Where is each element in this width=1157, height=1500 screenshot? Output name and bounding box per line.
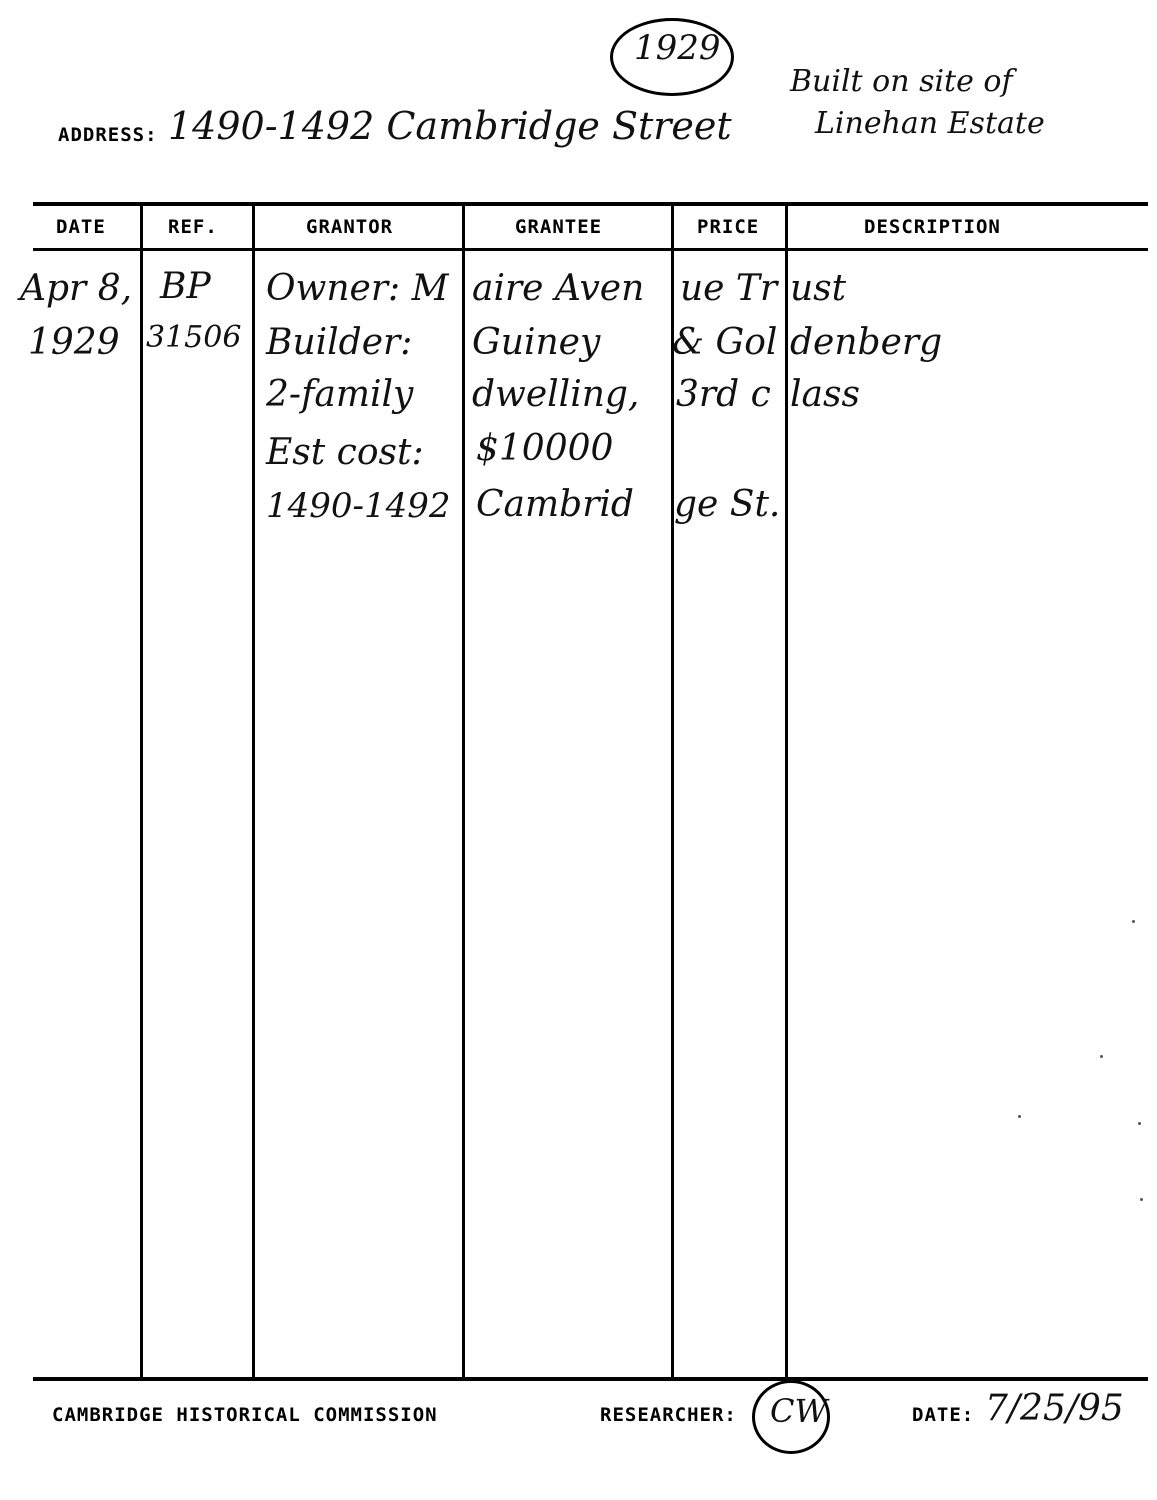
entry-line-3-price: 3rd c bbox=[676, 374, 771, 415]
entry-line-1-price: ue Tr bbox=[680, 268, 778, 309]
column-divider-date-ref bbox=[140, 204, 143, 1379]
column-header-date: DATE bbox=[56, 216, 106, 238]
scan-speck bbox=[1100, 1055, 1103, 1058]
table-bottom-rule bbox=[33, 1377, 1148, 1381]
scan-speck bbox=[1018, 1115, 1021, 1118]
entry-line-4-grantor: Est cost: bbox=[266, 432, 424, 473]
entry-line-2-grantee: Guiney bbox=[472, 322, 601, 363]
column-header-grantor: GRANTOR bbox=[306, 216, 394, 238]
entry-line-2-description: denberg bbox=[790, 322, 943, 363]
entry-line-2-grantor: Builder: bbox=[266, 322, 413, 363]
entry-line-1-description: ust bbox=[790, 268, 847, 309]
entry-line-4-grantee: $10000 bbox=[476, 428, 614, 469]
entry-line-2-price: & Gol bbox=[672, 322, 778, 363]
address-value: 1490-1492 Cambridge Street bbox=[168, 104, 732, 148]
column-divider-price-description bbox=[785, 204, 788, 1379]
table-top-rule bbox=[33, 202, 1148, 206]
entry-ref-line-2: 31506 bbox=[146, 320, 242, 355]
entry-line-5-price: ge St. bbox=[674, 484, 781, 525]
researcher-initials: CW bbox=[770, 1392, 828, 1430]
entry-ref-line-1: BP bbox=[160, 266, 211, 307]
entry-line-1-grantor: Owner: M bbox=[266, 268, 449, 309]
entry-line-3-description: lass bbox=[790, 374, 860, 415]
column-header-description: DESCRIPTION bbox=[864, 216, 1001, 238]
column-divider-grantee-price bbox=[671, 204, 674, 1379]
scan-speck bbox=[1138, 1122, 1141, 1125]
footer-date-value: 7/25/95 bbox=[985, 1388, 1124, 1429]
column-header-ref: REF. bbox=[168, 216, 218, 238]
researcher-label: RESEARCHER: bbox=[600, 1404, 737, 1426]
column-divider-ref-grantor bbox=[252, 204, 255, 1379]
column-header-grantee: GRANTEE bbox=[515, 216, 603, 238]
year-circled: 1929 bbox=[634, 28, 721, 68]
entry-line-1-grantee: aire Aven bbox=[472, 268, 645, 309]
address-label: ADDRESS: bbox=[58, 124, 158, 146]
footer-date-label: DATE: bbox=[912, 1404, 975, 1426]
entry-date-line-1: Apr 8, bbox=[20, 268, 133, 309]
entry-date-line-2: 1929 bbox=[28, 322, 120, 363]
column-header-price: PRICE bbox=[697, 216, 760, 238]
column-divider-grantor-grantee bbox=[462, 204, 465, 1379]
entry-line-3-grantor: 2-family bbox=[266, 374, 414, 415]
table-header-rule bbox=[33, 248, 1148, 251]
entry-line-3-grantee: dwelling, bbox=[472, 374, 640, 415]
entry-line-5-grantor: 1490-1492 bbox=[266, 486, 451, 526]
footer-organization: CAMBRIDGE HISTORICAL COMMISSION bbox=[52, 1404, 438, 1426]
site-note-line-2: Linehan Estate bbox=[815, 106, 1045, 141]
scan-speck bbox=[1132, 920, 1135, 923]
scan-speck bbox=[1140, 1198, 1143, 1201]
entry-line-5-grantee: Cambrid bbox=[476, 484, 634, 525]
site-note-line-1: Built on site of bbox=[790, 64, 1013, 99]
